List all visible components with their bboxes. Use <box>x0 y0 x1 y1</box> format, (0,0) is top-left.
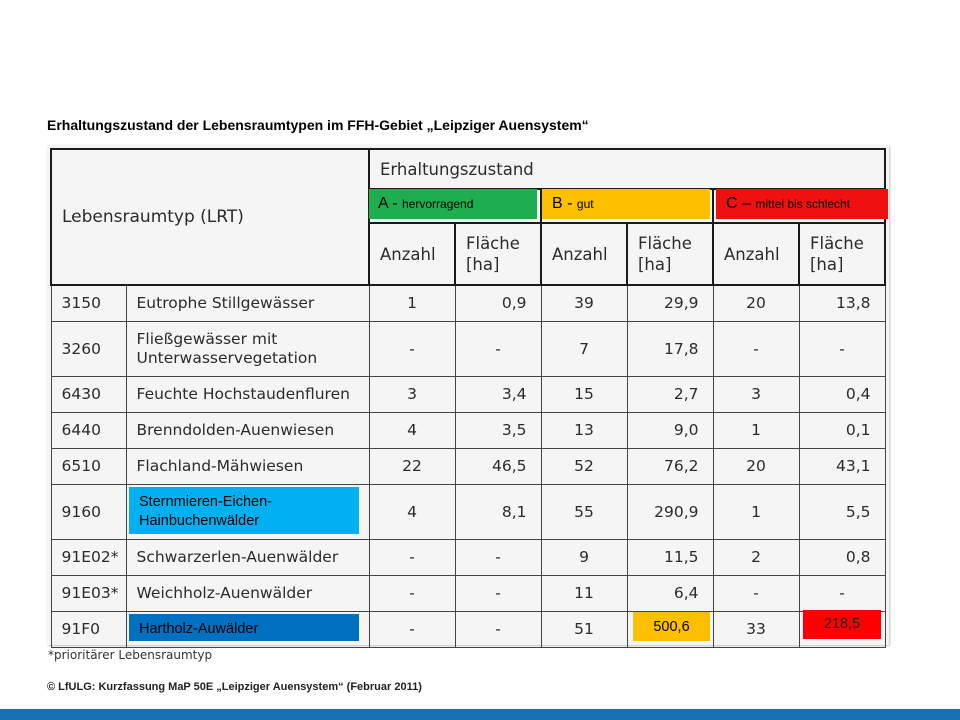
col-a-flaeche: Fläche [ha] <box>455 223 541 285</box>
c-anzahl: 33 <box>713 611 799 647</box>
erhaltungszustand-header: Erhaltungszustand <box>369 149 885 189</box>
c-flaeche: 13,8 <box>799 285 885 321</box>
b-anzahl: 11 <box>541 575 627 611</box>
a-flaeche: - <box>455 321 541 376</box>
hartholz-label: Hartholz-Auwälder <box>129 614 359 641</box>
b-flaeche: 2,7 <box>627 376 713 412</box>
category-a-label: A - hervorragend <box>369 189 537 219</box>
c-flaeche: 0,1 <box>799 412 885 448</box>
a-flaeche: - <box>455 575 541 611</box>
row-code: 9160 <box>51 484 126 539</box>
row-name: Fließgewässer mit Unterwasservegetation <box>126 321 369 376</box>
row-code: 6430 <box>51 376 126 412</box>
row-name: Brenndolden-Auenwiesen <box>126 412 369 448</box>
col-a-anzahl: Anzahl <box>369 223 455 285</box>
table-row <box>51 412 885 448</box>
b-anzahl: 51 <box>541 611 627 647</box>
row-code: 91E02* <box>51 539 126 575</box>
b-anzahl: 39 <box>541 285 627 321</box>
b-anzahl: 9 <box>541 539 627 575</box>
b-flaeche: 6,4 <box>627 575 713 611</box>
table-row <box>51 575 885 611</box>
c-anzahl: 1 <box>713 412 799 448</box>
a-anzahl: 3 <box>369 376 455 412</box>
b-flaeche: 29,9 <box>627 285 713 321</box>
b-anzahl: 55 <box>541 484 627 539</box>
c-flaeche: 0,8 <box>799 539 885 575</box>
b-anzahl: 52 <box>541 448 627 484</box>
row-code: 6510 <box>51 448 126 484</box>
row-code: 91E03* <box>51 575 126 611</box>
c-flaeche: 0,4 <box>799 376 885 412</box>
c-flaeche: - <box>799 575 885 611</box>
footnote: *prioritärer Lebensraumtyp <box>48 648 213 662</box>
a-anzahl: 22 <box>369 448 455 484</box>
a-flaeche: - <box>455 539 541 575</box>
a-flaeche: 3,5 <box>455 412 541 448</box>
b-flaeche: 290,9 <box>627 484 713 539</box>
category-c-label: C – mittel bis schlecht <box>716 189 888 219</box>
c-anzahl: 20 <box>713 285 799 321</box>
source-credit: © LfULG: Kurzfassung MaP 50E „Leipziger Auensystem“ (Februar 2011) <box>47 681 422 693</box>
c-anzahl: 3 <box>713 376 799 412</box>
a-anzahl: - <box>369 611 455 647</box>
c-anzahl: - <box>713 575 799 611</box>
a-flaeche: 0,9 <box>455 285 541 321</box>
c-total-value: 218,5 <box>803 610 881 639</box>
b-flaeche: 17,8 <box>627 321 713 376</box>
table-row <box>51 376 885 412</box>
c-flaeche: - <box>799 321 885 376</box>
c-anzahl: 1 <box>713 484 799 539</box>
c-flaeche: 5,5 <box>799 484 885 539</box>
row-name: Flachland-Mähwiesen <box>126 448 369 484</box>
c-anzahl: 2 <box>713 539 799 575</box>
b-flaeche: 76,2 <box>627 448 713 484</box>
row-code: 6440 <box>51 412 126 448</box>
b-anzahl: 13 <box>541 412 627 448</box>
a-anzahl: 4 <box>369 484 455 539</box>
row-name: Weichholz-Auenwälder <box>126 575 369 611</box>
table-row <box>51 539 885 575</box>
row-code: 3260 <box>51 321 126 376</box>
a-flaeche: 46,5 <box>455 448 541 484</box>
a-anzahl: - <box>369 575 455 611</box>
col-c-anzahl: Anzahl <box>713 223 799 285</box>
b-anzahl: 7 <box>541 321 627 376</box>
col-b-flaeche: Fläche [ha] <box>627 223 713 285</box>
a-anzahl: 1 <box>369 285 455 321</box>
row-code: 91F0 <box>51 611 126 647</box>
a-anzahl: - <box>369 321 455 376</box>
row-name: Eutrophe Stillgewässer <box>126 285 369 321</box>
slide-title: Erhaltungszustand der Lebensraumtypen im FFH-Gebiet „Leipziger Auensystem“ <box>47 117 589 133</box>
col-b-anzahl: Anzahl <box>541 223 627 285</box>
c-anzahl: 20 <box>713 448 799 484</box>
b-flaeche: 9,0 <box>627 412 713 448</box>
a-flaeche: 8,1 <box>455 484 541 539</box>
a-anzahl: 4 <box>369 412 455 448</box>
b-anzahl: 15 <box>541 376 627 412</box>
sternmieren-label: Sternmieren-Eichen- Hainbuchenwälder <box>129 487 359 534</box>
c-anzahl: - <box>713 321 799 376</box>
lrt-header: Lebensraumtyp (LRT) <box>51 149 369 285</box>
table-row <box>51 448 885 484</box>
lrt-table <box>50 148 886 648</box>
col-c-flaeche: Fläche [ha] <box>799 223 885 285</box>
b-flaeche: 11,5 <box>627 539 713 575</box>
row-name: Feuchte Hochstaudenfluren <box>126 376 369 412</box>
bottom-brand-bar <box>0 709 960 720</box>
a-flaeche: 3,4 <box>455 376 541 412</box>
table-row <box>51 321 885 376</box>
category-b-label: B - gut <box>542 189 710 219</box>
c-flaeche: 43,1 <box>799 448 885 484</box>
a-anzahl: - <box>369 539 455 575</box>
a-flaeche: - <box>455 611 541 647</box>
row-code: 3150 <box>51 285 126 321</box>
b-total-value: 500,6 <box>633 612 710 641</box>
table-row <box>51 285 885 321</box>
row-name: Schwarzerlen-Auenwälder <box>126 539 369 575</box>
